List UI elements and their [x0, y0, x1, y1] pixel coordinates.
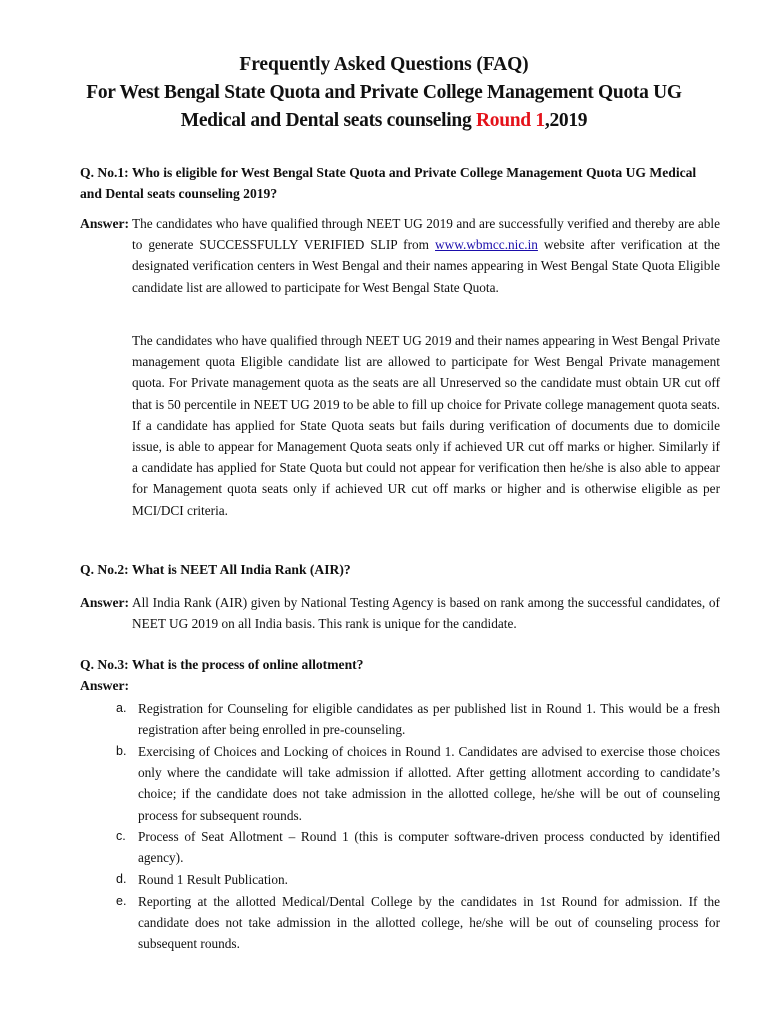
list-item-text: Process of Seat Allotment – Round 1 (this is computer software-driven process conducted by identified agency).: [138, 829, 720, 866]
list-item-text: Registration for Counseling for eligible candidates as per published list in Round 1. This would be a fresh registration after being enrolled in pre-counseling.: [138, 701, 720, 738]
list-item: [80, 741, 720, 826]
list-item-text: Round 1 Result Publication.: [138, 872, 288, 888]
list-marker: c.: [116, 829, 126, 844]
answer-2-para: All India Rank (AIR) given by National Testing Agency is based on rank among the successful candidates, of NEET UG 2019 on all India basis. This rank is unique for the candidate.: [132, 595, 720, 632]
answer-label-1: Answer:: [80, 216, 130, 231]
round-highlight: Round 1: [475, 110, 545, 131]
page-subtitle-line3: [0, 110, 768, 132]
question-3: Q. No.3: What is the process of online allotment?: [80, 657, 364, 672]
list-item: [80, 698, 720, 740]
list-item: [80, 891, 720, 955]
list-marker: d.: [116, 872, 127, 887]
subtitle-year: ,2019: [544, 110, 588, 131]
answer-label-2: Answer:: [80, 595, 130, 610]
wbmcc-link[interactable]: www.wbmcc.nic.in: [435, 237, 538, 253]
question-2: Q. No.2: What is NEET All India Rank (AIR)?: [80, 562, 351, 577]
list-item-text: Reporting at the allotted Medical/Dental College by the candidates in 1st Round for admission. If the candidate does not take admission in the allotted college, he/she will be out of counseling process for subsequent rounds.: [138, 893, 720, 952]
question-1: Q. No.1: Who is eligible for West Bengal State Quota and Private College Management Quota UG Medical and Dental seats counseling 2019?: [80, 165, 697, 201]
allotment-steps: [80, 698, 720, 955]
page-subtitle: For West Bengal State Quota and Private College Management Quota UG: [86, 82, 682, 103]
answer-1-para-2: The candidates who have qualified through NEET UG 2019 and their names appearing in West Bengal Private management quota Eligible candidate list are allowed to participate for West Bengal Private management quota. For Private management quota as the seats are all Unreserved so the candidate must obtain UR cut off that is 50 percentile in NEET UG 2019 to be able to fill up choice for Private college management quota seats. If a candidate has applied for State Quota seats but fails during verification of documents due to domicile issue, is able to appear for Management Quota seats only if achieved UR cut off marks or higher. Similarly if a candidate has applied for State Quota but could not appear for verification then he/she is also able to appear for Management quota seats only if achieved UR cut off marks or higher and is otherwise eligible as per MCI/DCI criteria.: [132, 333, 720, 518]
list-item-text: Exercising of Choices and Locking of choices in Round 1. Candidates are advised to exercise those choices only where the candidate will take admission if allotted. After getting allotment according to candidate’s choice; if the candidate does not take admission in the allotted college, he/she will be out of counseling process for subsequent rounds.: [138, 743, 720, 823]
subtitle-text: Medical and Dental seats counseling: [180, 110, 476, 131]
list-marker: a.: [116, 701, 127, 715]
answer-label-3: Answer:: [80, 678, 130, 693]
answer-1-para-1: [132, 213, 720, 298]
list-marker: e.: [116, 893, 127, 908]
answer-1-text: The candidates who have qualified through NEET UG 2019 and are successfully verified and thereby are able to generate SUCCESSFULLY VERIFIED SLIP from: [132, 216, 720, 253]
page-title: Frequently Asked Questions (FAQ): [239, 54, 529, 75]
list-item: [80, 826, 720, 868]
answer-1-text-cont: website after verification at the designated verification centers in West Bengal and their names appearing in West Bengal State Quota Eligible candidate list are allowed to participate for West Bengal State Quota.: [132, 237, 720, 295]
list-item: [80, 869, 720, 890]
list-marker: b.: [116, 743, 127, 758]
